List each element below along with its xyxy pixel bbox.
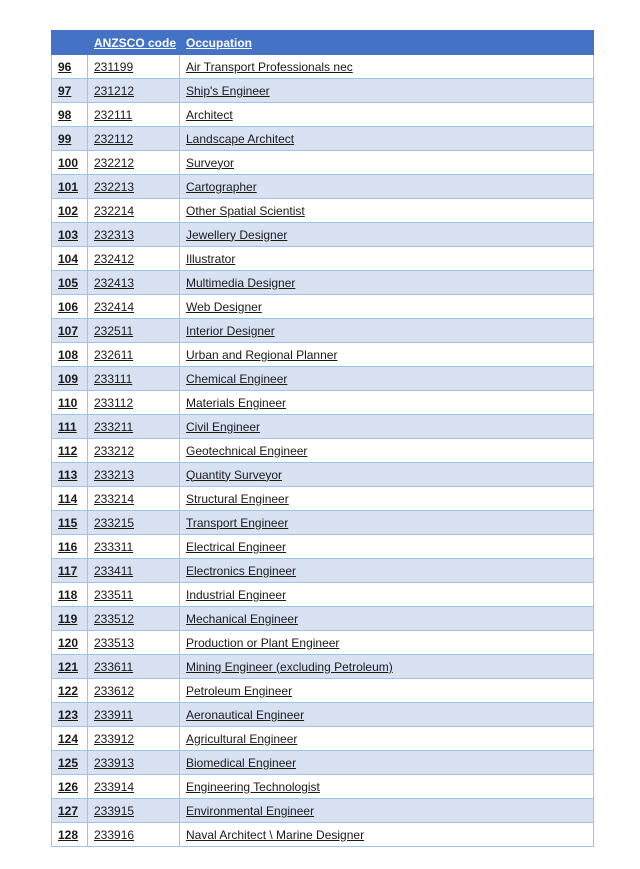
table-row (52, 823, 594, 847)
anzsco-code-link[interactable]: 232213 (88, 175, 180, 199)
anzsco-code-link[interactable]: 233612 (88, 679, 180, 703)
row-number[interactable]: 124 (52, 727, 88, 751)
occupation-link[interactable]: Architect (180, 103, 594, 127)
row-number[interactable]: 99 (52, 127, 88, 151)
table-row (52, 367, 594, 391)
occupation-table (51, 30, 594, 847)
header-anzsco-code[interactable]: ANZSCO code (88, 31, 180, 55)
row-number[interactable]: 100 (52, 151, 88, 175)
table-row (52, 751, 594, 775)
header-row (52, 31, 594, 55)
table-row (52, 127, 594, 151)
anzsco-code-link[interactable]: 233211 (88, 415, 180, 439)
row-number[interactable]: 97 (52, 79, 88, 103)
occupation-link[interactable]: Aeronautical Engineer (180, 703, 594, 727)
anzsco-code-link[interactable]: 233111 (88, 367, 180, 391)
table-row (52, 463, 594, 487)
occupation-link[interactable]: Jewellery Designer (180, 223, 594, 247)
occupation-link[interactable]: Civil Engineer (180, 415, 594, 439)
table-row (52, 559, 594, 583)
table-row (52, 295, 594, 319)
table-row (52, 535, 594, 559)
row-number[interactable]: 103 (52, 223, 88, 247)
occupation-link[interactable]: Illustrator (180, 247, 594, 271)
table-row (52, 391, 594, 415)
anzsco-code-link[interactable]: 233513 (88, 631, 180, 655)
table-row (52, 103, 594, 127)
row-number[interactable]: 104 (52, 247, 88, 271)
header-occupation[interactable]: Occupation (180, 31, 594, 55)
occupation-link[interactable]: Ship's Engineer (180, 79, 594, 103)
row-number[interactable]: 101 (52, 175, 88, 199)
header-number (52, 31, 88, 55)
anzsco-code-link[interactable]: 232412 (88, 247, 180, 271)
anzsco-code-link[interactable]: 232611 (88, 343, 180, 367)
anzsco-code-link[interactable]: 233112 (88, 391, 180, 415)
occupation-link[interactable]: Surveyor (180, 151, 594, 175)
occupation-link[interactable]: Agricultural Engineer (180, 727, 594, 751)
occupation-link[interactable]: Electronics Engineer (180, 559, 594, 583)
occupation-link[interactable]: Engineering Technologist (180, 775, 594, 799)
occupation-link[interactable]: Mining Engineer (excluding Petroleum) (180, 655, 594, 679)
anzsco-code-link[interactable]: 233913 (88, 751, 180, 775)
anzsco-code-link[interactable]: 233213 (88, 463, 180, 487)
table-row (52, 775, 594, 799)
table-row (52, 631, 594, 655)
table-row (52, 679, 594, 703)
row-number[interactable]: 118 (52, 583, 88, 607)
occupation-link[interactable]: Biomedical Engineer (180, 751, 594, 775)
table-row (52, 247, 594, 271)
occupation-link[interactable]: Environmental Engineer (180, 799, 594, 823)
row-number[interactable]: 107 (52, 319, 88, 343)
anzsco-code-link[interactable]: 233511 (88, 583, 180, 607)
row-number[interactable]: 117 (52, 559, 88, 583)
table-header (52, 31, 594, 55)
table-row (52, 703, 594, 727)
occupation-link[interactable]: Transport Engineer (180, 511, 594, 535)
anzsco-code-link[interactable]: 232214 (88, 199, 180, 223)
table-row (52, 511, 594, 535)
row-number[interactable]: 125 (52, 751, 88, 775)
anzsco-code-link[interactable]: 233611 (88, 655, 180, 679)
occupation-link[interactable]: Structural Engineer (180, 487, 594, 511)
occupation-link[interactable]: Multimedia Designer (180, 271, 594, 295)
occupation-link[interactable]: Industrial Engineer (180, 583, 594, 607)
row-number[interactable]: 112 (52, 439, 88, 463)
occupation-link[interactable]: Naval Architect \ Marine Designer (180, 823, 594, 847)
table-row (52, 199, 594, 223)
row-number[interactable]: 115 (52, 511, 88, 535)
table-row (52, 55, 594, 79)
row-number[interactable]: 98 (52, 103, 88, 127)
row-number[interactable]: 105 (52, 271, 88, 295)
table-row (52, 799, 594, 823)
anzsco-code-link[interactable]: 232212 (88, 151, 180, 175)
row-number[interactable]: 128 (52, 823, 88, 847)
anzsco-code-link[interactable]: 232511 (88, 319, 180, 343)
row-number[interactable]: 113 (52, 463, 88, 487)
anzsco-code-link[interactable]: 231199 (88, 55, 180, 79)
table-row (52, 727, 594, 751)
occupation-link[interactable]: Production or Plant Engineer (180, 631, 594, 655)
anzsco-code-link[interactable]: 233916 (88, 823, 180, 847)
anzsco-code-link[interactable]: 233212 (88, 439, 180, 463)
occupation-link[interactable]: Chemical Engineer (180, 367, 594, 391)
anzsco-code-link[interactable]: 233911 (88, 703, 180, 727)
row-number[interactable]: 102 (52, 199, 88, 223)
row-number[interactable]: 108 (52, 343, 88, 367)
occupation-link[interactable]: Mechanical Engineer (180, 607, 594, 631)
row-number[interactable]: 114 (52, 487, 88, 511)
row-number[interactable]: 126 (52, 775, 88, 799)
occupation-link[interactable]: Geotechnical Engineer (180, 439, 594, 463)
table-row (52, 319, 594, 343)
row-number[interactable]: 109 (52, 367, 88, 391)
table-row (52, 79, 594, 103)
occupation-link[interactable]: Quantity Surveyor (180, 463, 594, 487)
anzsco-code-link[interactable]: 232414 (88, 295, 180, 319)
table-row (52, 607, 594, 631)
table-row (52, 271, 594, 295)
occupation-link[interactable]: Interior Designer (180, 319, 594, 343)
table-row (52, 655, 594, 679)
occupation-link[interactable]: Other Spatial Scientist (180, 199, 594, 223)
anzsco-code-link[interactable]: 232111 (88, 103, 180, 127)
occupation-link[interactable]: Electrical Engineer (180, 535, 594, 559)
table-row (52, 175, 594, 199)
anzsco-code-link[interactable]: 233914 (88, 775, 180, 799)
table-row (52, 223, 594, 247)
table-row (52, 583, 594, 607)
occupation-link[interactable]: Web Designer (180, 295, 594, 319)
row-number[interactable]: 121 (52, 655, 88, 679)
anzsco-code-link[interactable]: 232413 (88, 271, 180, 295)
row-number[interactable]: 111 (52, 415, 88, 439)
anzsco-code-link[interactable]: 231212 (88, 79, 180, 103)
anzsco-code-link[interactable]: 233214 (88, 487, 180, 511)
occupation-link[interactable]: Materials Engineer (180, 391, 594, 415)
table-row (52, 439, 594, 463)
anzsco-code-link[interactable]: 233311 (88, 535, 180, 559)
row-number[interactable]: 106 (52, 295, 88, 319)
table-row (52, 415, 594, 439)
occupation-link[interactable]: Petroleum Engineer (180, 679, 594, 703)
row-number[interactable]: 127 (52, 799, 88, 823)
occupation-link[interactable]: Air Transport Professionals nec (180, 55, 594, 79)
anzsco-code-link[interactable]: 233215 (88, 511, 180, 535)
anzsco-code-link[interactable]: 233411 (88, 559, 180, 583)
row-number[interactable]: 116 (52, 535, 88, 559)
occupation-link[interactable]: Urban and Regional Planner (180, 343, 594, 367)
occupation-link[interactable]: Landscape Architect (180, 127, 594, 151)
anzsco-code-link[interactable]: 232112 (88, 127, 180, 151)
table-body (52, 55, 594, 847)
table-row (52, 151, 594, 175)
table-row (52, 343, 594, 367)
anzsco-code-link[interactable]: 232313 (88, 223, 180, 247)
occupation-link[interactable]: Cartographer (180, 175, 594, 199)
row-number[interactable]: 110 (52, 391, 88, 415)
anzsco-code-link[interactable]: 233912 (88, 727, 180, 751)
anzsco-code-link[interactable]: 233915 (88, 799, 180, 823)
anzsco-code-link[interactable]: 233512 (88, 607, 180, 631)
row-number[interactable]: 123 (52, 703, 88, 727)
table-row (52, 487, 594, 511)
row-number[interactable]: 120 (52, 631, 88, 655)
row-number[interactable]: 119 (52, 607, 88, 631)
row-number[interactable]: 96 (52, 55, 88, 79)
row-number[interactable]: 122 (52, 679, 88, 703)
